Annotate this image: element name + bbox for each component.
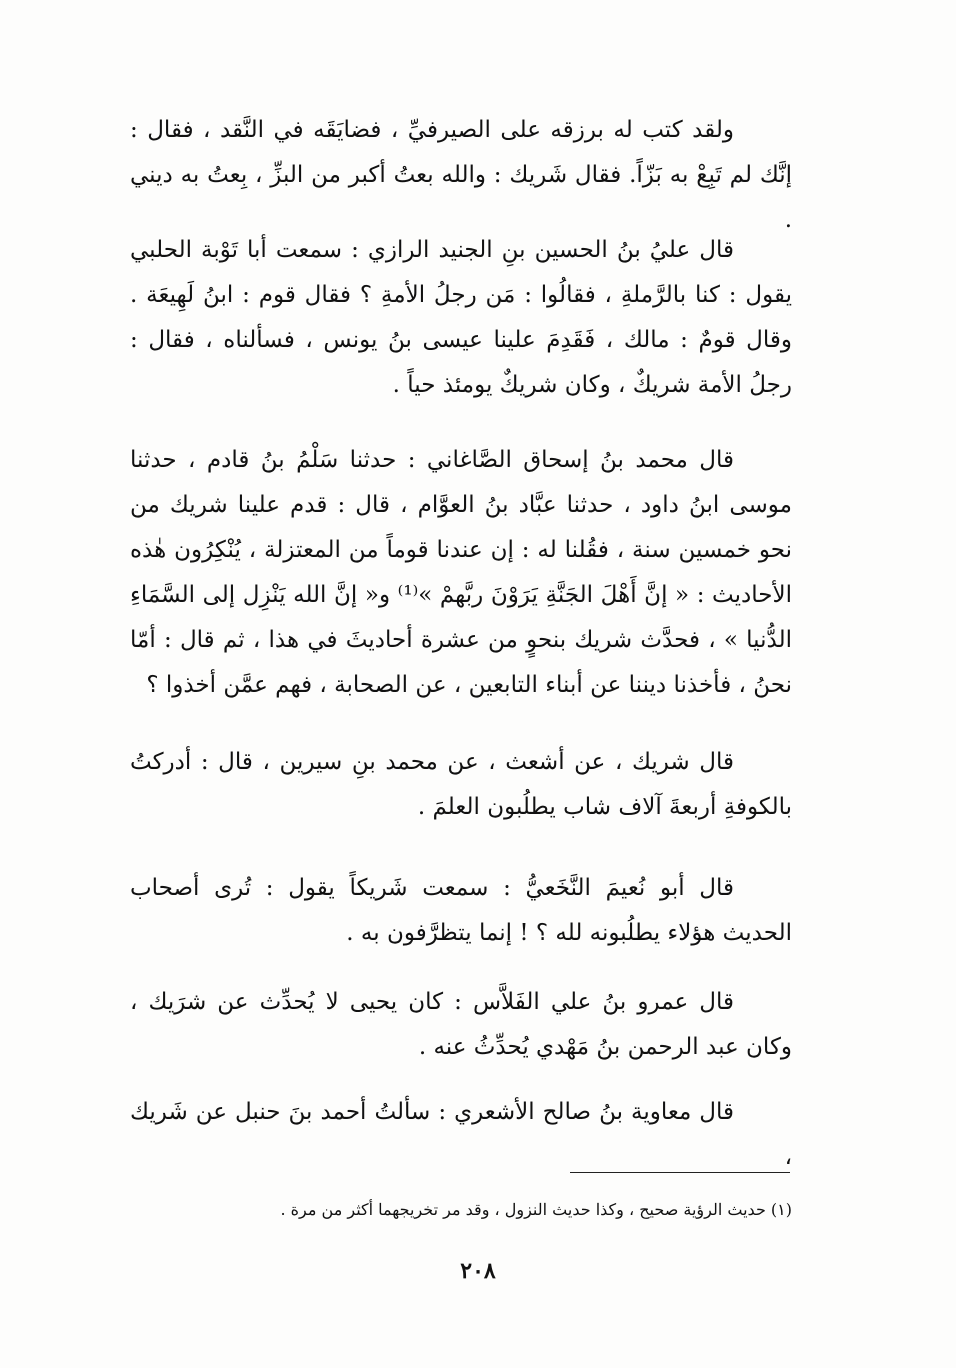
paragraph-1-block (130, 108, 792, 243)
paragraph: قال شريك ، عن أشعث ، عن محمد بنِ سيرين ، قال : أدركتُ بالكوفةِ أربعةَ آلاف شاب يطلُبون العلمَ . (130, 749, 792, 820)
paragraph-3-block (130, 438, 792, 708)
paragraph: ولقد كتب له برزقه على الصيرفيِّ ، فضايَقَه في النَّقد ، فقال : إنَّك لم تَبِعْ به بَزّاً. فقال شَريك : والله بعتُ أكبر من البزِّ ، بِعتُ به ديني . (130, 117, 792, 233)
page-number: ٢٠٨ (460, 1258, 496, 1284)
paragraph-5-block (130, 866, 792, 956)
paragraph: قال محمد بنُ إسحاق الصَّاغاني : حدثنا سَلْمُ بنُ قادم ، حدثنا موسى ابنُ داود ، حدثنا عبَّاد بنُ العوَّام ، قال : قدم علينا شريك من نحو خمسين سنة ، فقُلنا له : إن عندنا قوماً من المعتزلة ، يُنْكِرُون هٰذه الأحاديث : « إنَّ أَهْلَ الجَنَّةِ يَرَوْنَ ربَّهمْ »⁽¹⁾ و« إنَّ الله يَنْزِل إلى السَّمَاءِ الدُّنيا » ، فحدَّث شريك بنحوٍ من عشرة أحاديثَ في هذا ، ثم قال : أمّا نحنُ ، فأخذنا ديننا عن أبناء التابعين ، عن الصحابة ، فهم عمَّن أخذوا ؟ (130, 447, 792, 698)
footnote: (١) حديث الرؤية صحيح ، وكذا حديث النزول ، وقد مر تخريجهما أكثر من مرة . (280, 1200, 792, 1219)
paragraph-7-block (130, 1090, 792, 1180)
paragraph-2-block (130, 228, 792, 408)
paragraph: قال عمرو بنُ علي الفَلاَّس : كان يحيى لا يُحدِّث عن شرَيك ، وكان عبد الرحمن بنُ مَهْدي يُحدِّثُ عنه . (130, 989, 792, 1060)
paragraph: قال أبو نُعيمَ النَّخَعيُّ : سمعت شَريكاً يقول : تُرى أصحاب الحديث هؤلاء يطلُبونه لله ؟ ! إنما يتظرَّفون به . (130, 875, 792, 946)
paragraph-6-block (130, 980, 792, 1070)
paragraph: قال عليُ بنُ الحسين بنِ الجنيد الرازي : سمعت أبا تَوْبة الحلبي يقول : كنا بالرَّملةِ ، فقالُوا : مَن رجلُ الأمةِ ؟ فقال قوم : ابنُ لَهِيعَة . وقال قومٌ : مالك ، فَقَدِمَ علينا عيسى بنُ يونس ، فسألناه ، فقال : رجلُ الأمة شريكٌ ، وكان شريكٌ يومئذ حياً . (130, 237, 792, 398)
paragraph-4-block (130, 740, 792, 830)
footnote-divider (570, 1172, 790, 1173)
paragraph: قال معاوية بنُ صالح الأشعري : سألتُ أحمد بنَ حنبل عن شَريك ، (130, 1099, 792, 1170)
